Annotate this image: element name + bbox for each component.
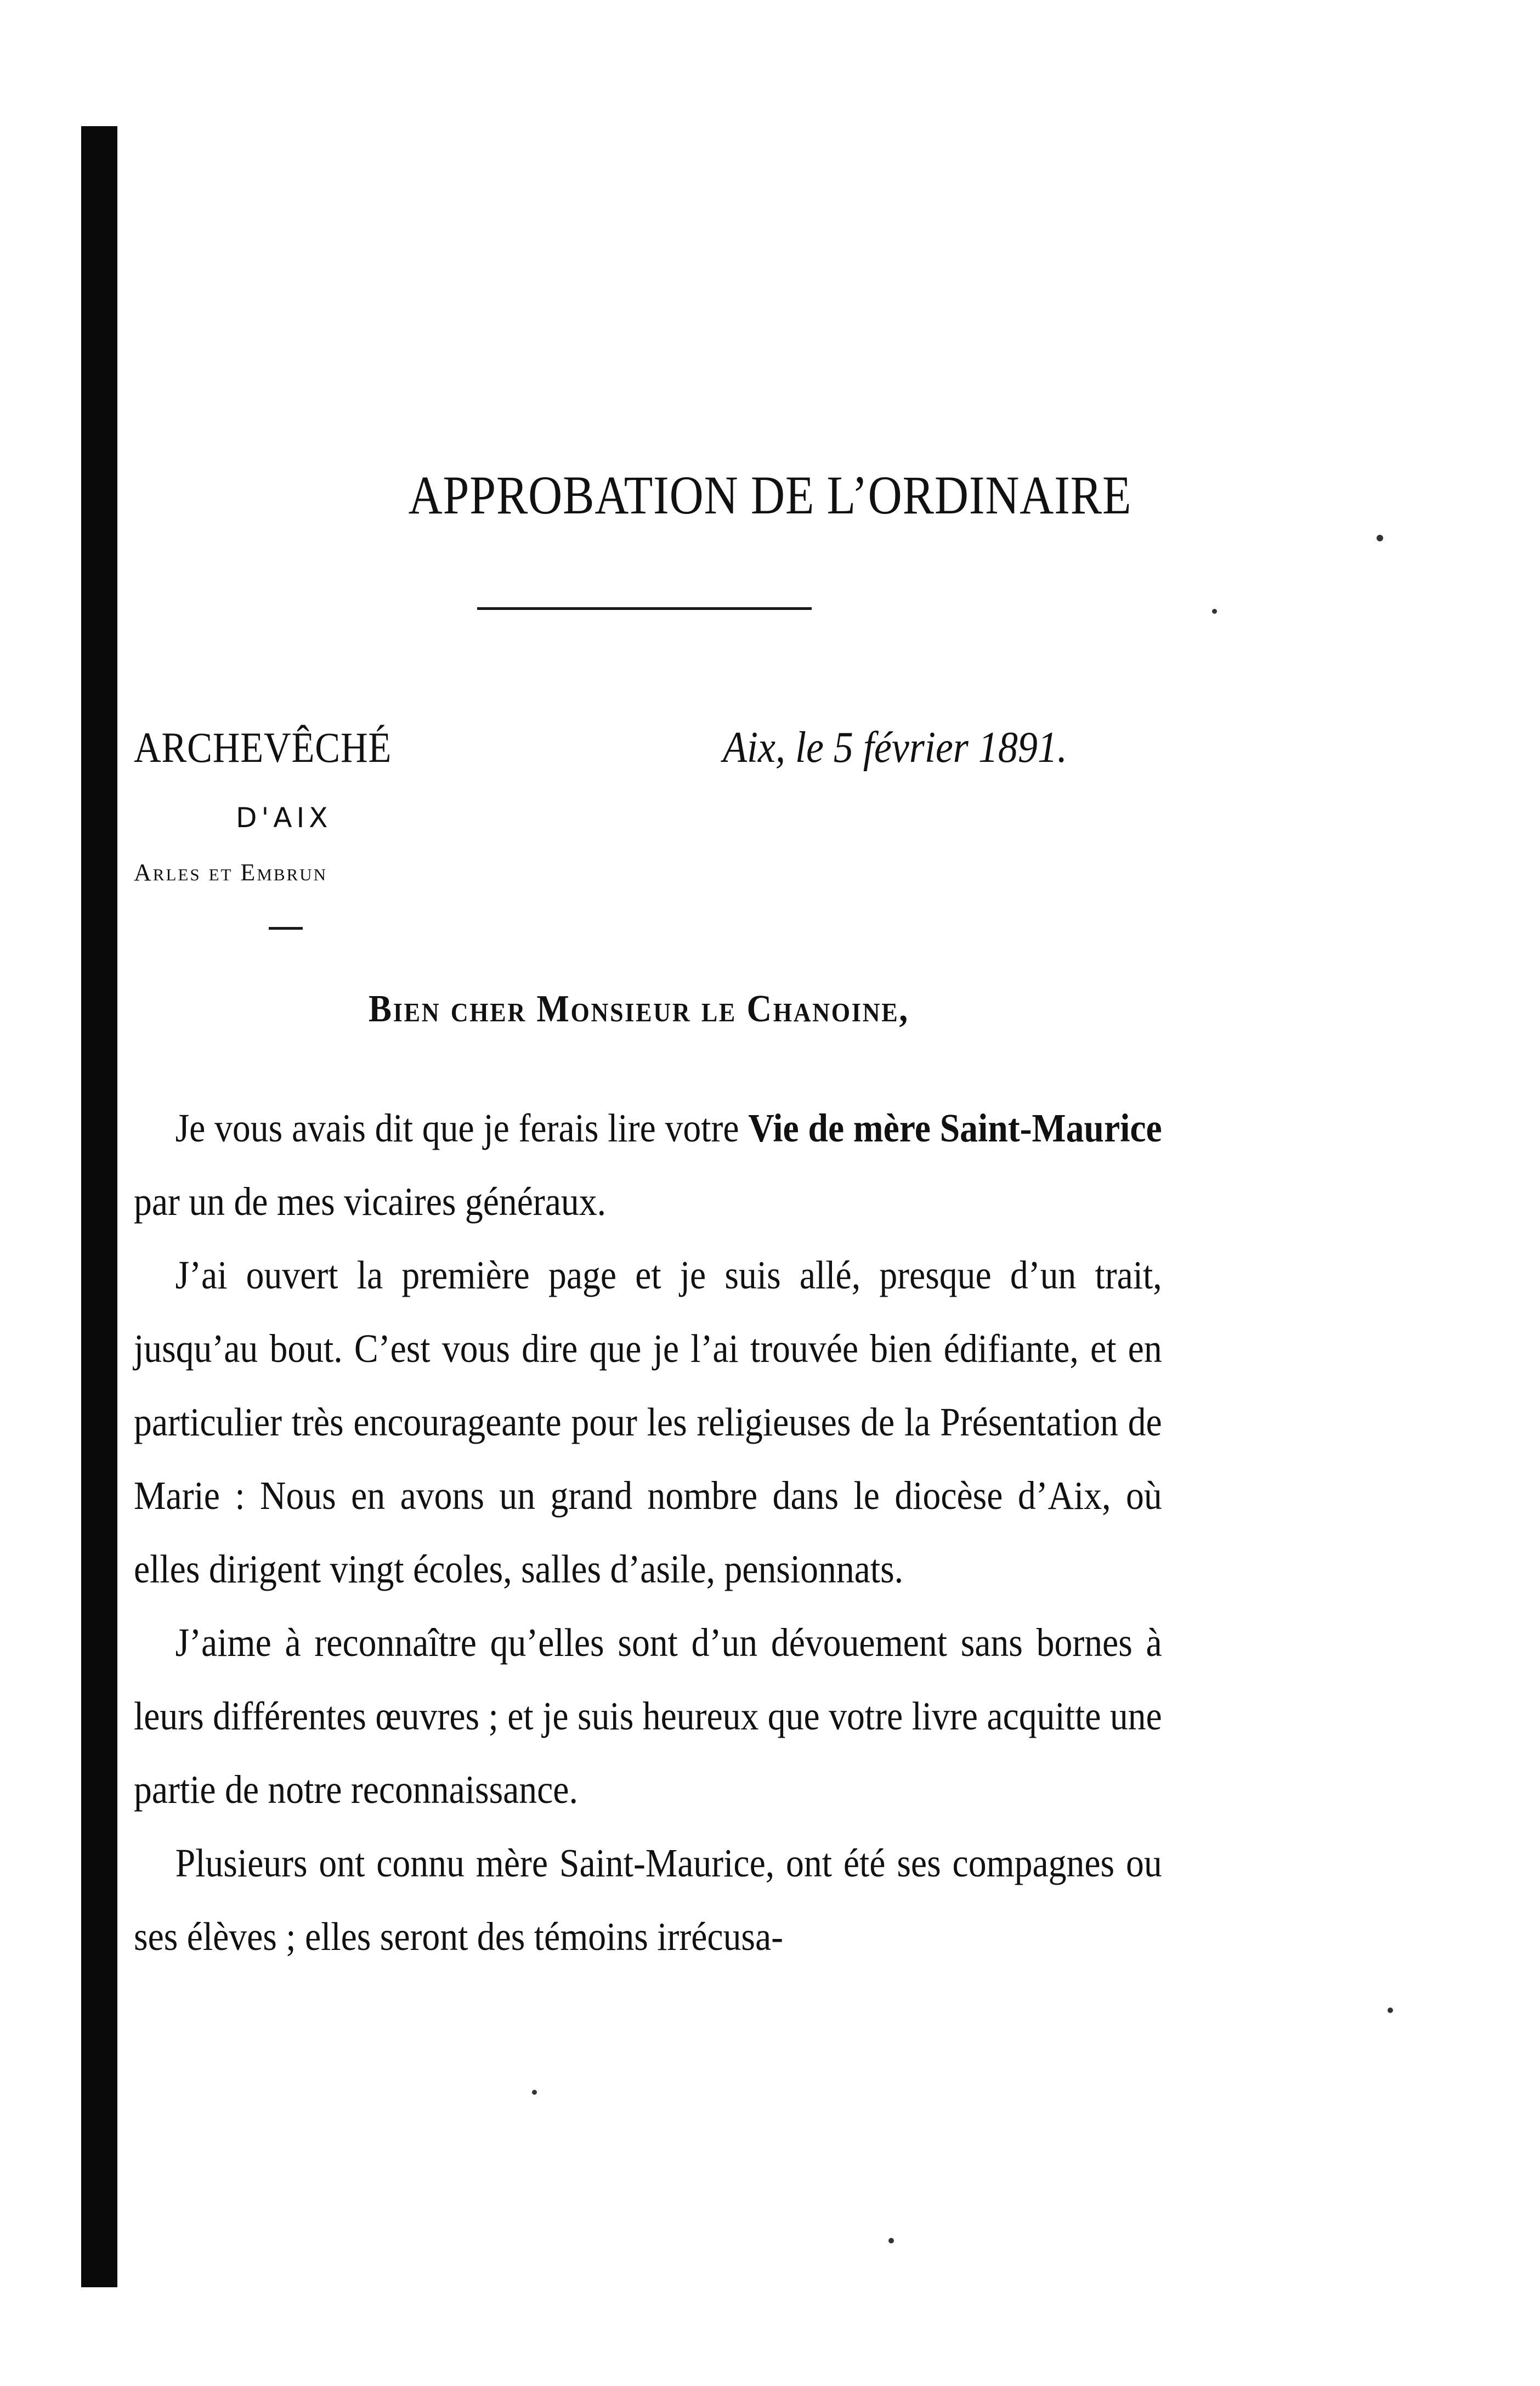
ink-speck — [1212, 609, 1217, 614]
title-divider — [477, 607, 812, 610]
binding-shadow — [81, 126, 117, 2287]
letter-body — [134, 1092, 1162, 1974]
paragraph-4: Plusieurs ont connu mère Saint-Maurice, ont été ses compagnes ou ses élèves ; elles seront des témoins irrécusa- — [134, 1841, 1162, 1959]
paragraph-1 — [134, 1092, 1162, 1239]
paragraph-2: J’ai ouvert la première page et je suis allé, presque d’un trait, jusqu’au bout. C’est vous dire que je l’ai trouvée bien édifiante, et en particulier très encourageante pour les religieuses de la Présentation de Marie : Nous en avons un grand nombre dans le diocèse d’Aix, où elles dirigent vingt écoles, salles d’asile, pensionnats. — [134, 1253, 1162, 1591]
paragraph-3: J’aime à reconnaître qu’elles sont d’un dévouement sans bornes à leurs différentes œuvres ; et je suis heureux que votre livre acquitte une partie de notre reconnaissance. — [134, 1620, 1162, 1812]
paragraph-1-start: Je vous avais dit que je ferais lire votre — [175, 1106, 749, 1150]
paragraph-1-end: par un de mes vicaires généraux. — [134, 1179, 607, 1224]
ink-speck — [532, 2090, 537, 2095]
ink-speck — [888, 2238, 894, 2243]
book-title: Vie de mère Saint-Maurice — [748, 1106, 1162, 1150]
letterhead-divider — [269, 927, 303, 930]
letter-date: Aix, le 5 février 1891. — [723, 723, 1067, 772]
ink-speck — [1388, 2008, 1393, 2013]
sender-name: ARCHEVÊCHÉ — [134, 723, 392, 771]
salutation: Bien cher Monsieur le Chanoine, — [369, 988, 909, 1030]
sender-dioceses: Arles et Embrun — [134, 859, 328, 886]
sender-city: D'AIX — [236, 802, 332, 834]
page-title: APPROBATION DE L’ORDINAIRE — [408, 465, 1132, 525]
ink-speck — [1377, 535, 1383, 541]
